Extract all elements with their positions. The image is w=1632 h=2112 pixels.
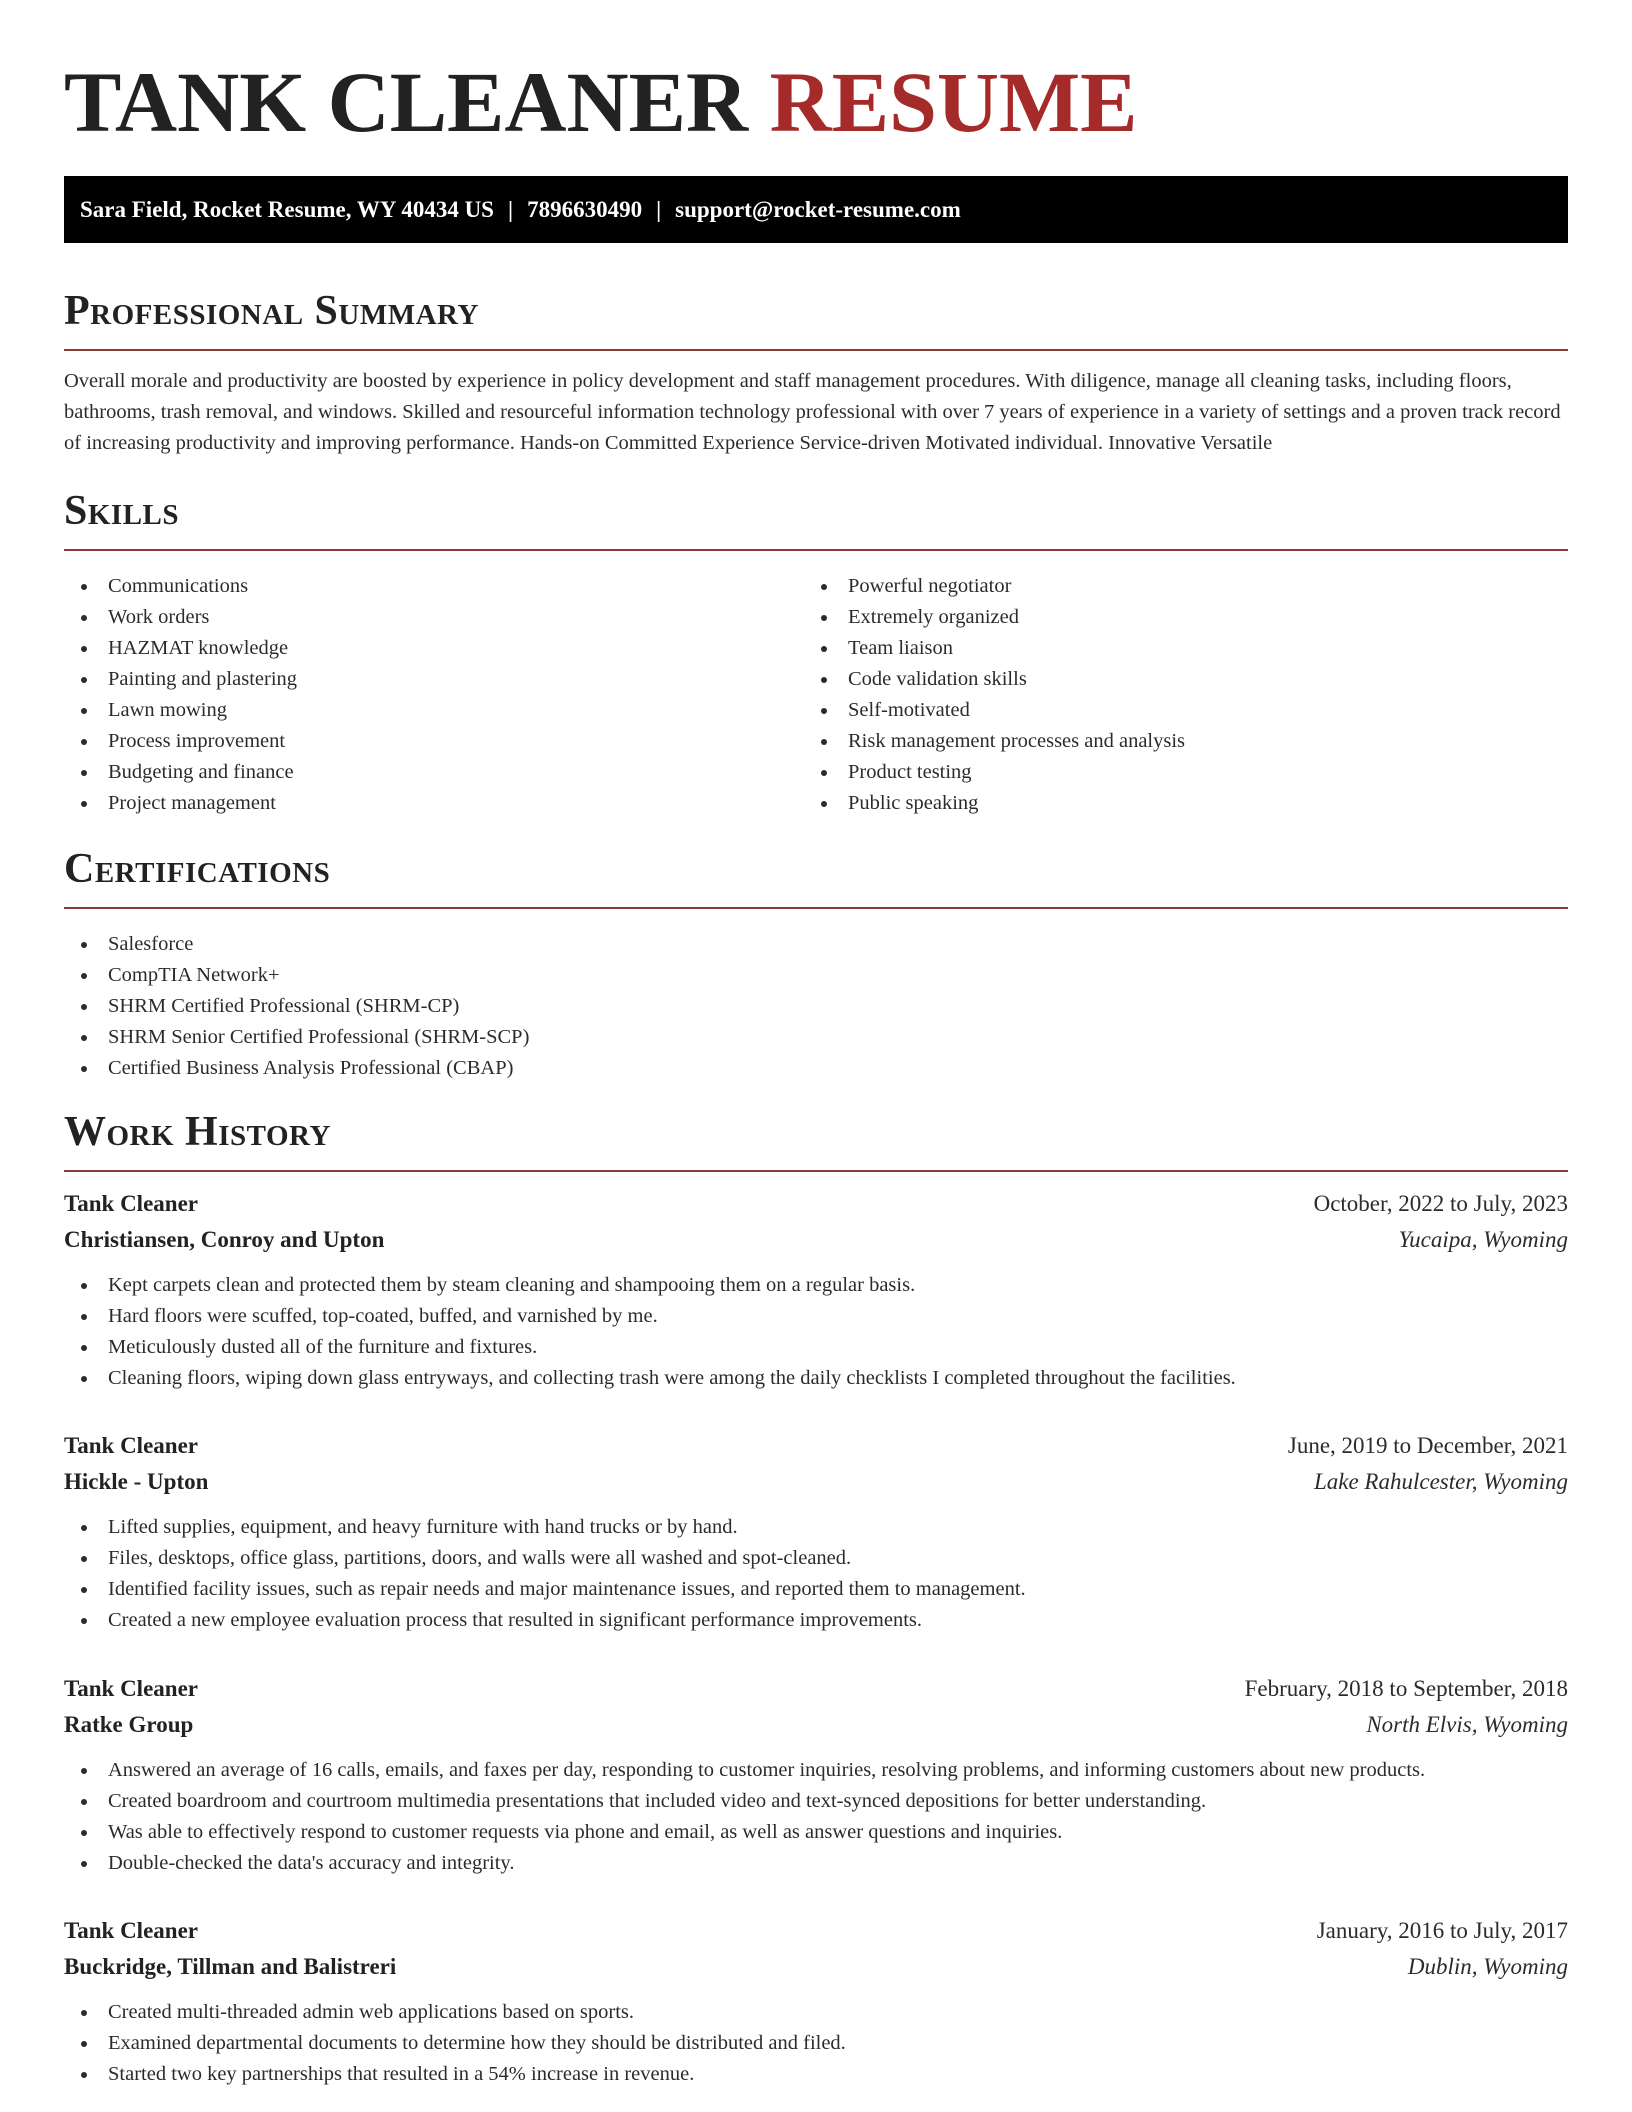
certifications-divider [64, 907, 1568, 909]
job-bullet: Identified facility issues, such as repair needs and major maintenance issues, and reported them to management. [64, 1574, 1568, 1605]
job-company-row [64, 1707, 1568, 1743]
job-location: Yucaipa, Wyoming [1398, 1227, 1568, 1252]
title-accent: RESUME [769, 54, 1138, 150]
skill-item: Work orders [64, 602, 804, 633]
skill-item: Code validation skills [804, 664, 1568, 695]
job-bullet: Examined departmental documents to determine how they should be distributed and filed. [64, 2028, 1568, 2059]
summary-text: Overall morale and productivity are boosted by experience in policy development and staff management procedures. With diligence, manage all cleaning tasks, including floors, bathrooms, trash removal, and windows. Skilled and resourceful information technology professional with over 7 years of experience in a variety of settings and a proven track record of increasing productivity and improving performance. Hands-on Committed Experience Service-driven Motivated individual. Innovative Versatile [64, 370, 1561, 454]
skill-item: Team liaison [804, 633, 1568, 664]
job-bullet: Created multi-threaded admin web applications based on sports. [64, 1997, 1568, 2028]
skill-item: HAZMAT knowledge [64, 633, 804, 664]
job-bullet: Was able to effectively respond to customer requests via phone and email, as well as answer questions and inquiries. [64, 1817, 1568, 1848]
job-title-row [64, 1186, 1568, 1222]
job-entry [64, 1428, 1568, 1636]
job-bullet: Hard floors were scuffed, top-coated, buffed, and varnished by me. [64, 1301, 1568, 1332]
skill-item: Project management [64, 788, 804, 819]
work-history-divider [64, 1170, 1568, 1172]
job-dates: January, 2016 to July, 2017 [1316, 1918, 1568, 1943]
certification-item: SHRM Certified Professional (SHRM-CP) [64, 991, 1568, 1022]
contact-bar [64, 176, 1568, 243]
resume-title [64, 52, 1138, 152]
job-bullet: Kept carpets clean and protected them by steam cleaning and shampooing them on a regular basis. [64, 1270, 1568, 1301]
summary-divider [64, 349, 1568, 351]
skills-list-right [804, 571, 1568, 819]
skill-item: Painting and plastering [64, 664, 804, 695]
job-dates: October, 2022 to July, 2023 [1313, 1191, 1568, 1216]
job-title: Tank Cleaner [64, 1676, 198, 1701]
contact-separator: | [507, 197, 514, 222]
job-company: Christiansen, Conroy and Upton [64, 1227, 385, 1252]
skill-item: Budgeting and finance [64, 757, 804, 788]
skill-item: Product testing [804, 757, 1568, 788]
skill-item: Communications [64, 571, 804, 602]
job-company: Buckridge, Tillman and Balistreri [64, 1954, 397, 1979]
skills-list-left [64, 571, 804, 819]
certification-item: CompTIA Network+ [64, 960, 1568, 991]
skills-heading: Skills [64, 488, 180, 534]
skill-item: Self-motivated [804, 695, 1568, 726]
job-title: Tank Cleaner [64, 1191, 198, 1216]
certification-item: Certified Business Analysis Professional (CBAP) [64, 1053, 1568, 1084]
job-location: Lake Rahulcester, Wyoming [1313, 1469, 1568, 1494]
job-bullets [64, 1755, 1568, 1879]
job-bullet: Started two key partnerships that resulted in a 54% increase in revenue. [64, 2059, 1568, 2090]
skills-divider [64, 549, 1568, 551]
job-bullet: Created a new employee evaluation process that resulted in significant performance improvements. [64, 1605, 1568, 1636]
job-company-row [64, 1949, 1568, 1985]
job-entry [64, 1671, 1568, 1879]
job-title-row [64, 1428, 1568, 1464]
job-entry [64, 1913, 1568, 2090]
job-location: North Elvis, Wyoming [1366, 1712, 1568, 1737]
job-dates: June, 2019 to December, 2021 [1287, 1433, 1568, 1458]
job-company: Ratke Group [64, 1712, 194, 1737]
job-title: Tank Cleaner [64, 1433, 198, 1458]
job-bullet: Double-checked the data's accuracy and integrity. [64, 1848, 1568, 1879]
job-bullet: Created boardroom and courtroom multimedia presentations that included video and text-synced depositions for better understanding. [64, 1786, 1568, 1817]
job-entry [64, 1186, 1568, 1394]
job-title-row [64, 1913, 1568, 1949]
job-bullet: Files, desktops, office glass, partitions, doors, and walls were all washed and spot-cleaned. [64, 1543, 1568, 1574]
skill-item: Process improvement [64, 726, 804, 757]
certifications-heading: Certifications [64, 846, 331, 892]
skill-item: Powerful negotiator [804, 571, 1568, 602]
skill-item: Public speaking [804, 788, 1568, 819]
job-bullets [64, 1997, 1568, 2090]
job-bullet: Answered an average of 16 calls, emails, and faxes per day, responding to customer inquiries, resolving problems, and informing customers about new products. [64, 1755, 1568, 1786]
skill-item: Extremely organized [804, 602, 1568, 633]
job-bullet: Lifted supplies, equipment, and heavy furniture with hand trucks or by hand. [64, 1512, 1568, 1543]
job-bullets [64, 1512, 1568, 1636]
certification-item: SHRM Senior Certified Professional (SHRM-SCP) [64, 1022, 1568, 1053]
job-company-row [64, 1222, 1568, 1258]
certifications-list [64, 929, 1568, 1084]
job-bullet: Meticulously dusted all of the furniture and fixtures. [64, 1332, 1568, 1363]
job-title: Tank Cleaner [64, 1918, 198, 1943]
summary-heading: Professional Summary [64, 288, 479, 334]
contact-address: Sara Field, Rocket Resume, WY 40434 US [80, 197, 494, 222]
job-bullet: Cleaning floors, wiping down glass entryways, and collecting trash were among the daily checklists I completed throughout the facilities. [64, 1363, 1568, 1394]
job-title-row [64, 1671, 1568, 1707]
certification-item: Salesforce [64, 929, 1568, 960]
work-history-heading: Work History [64, 1109, 331, 1155]
job-dates: February, 2018 to September, 2018 [1244, 1676, 1568, 1701]
job-company: Hickle - Upton [64, 1469, 209, 1494]
job-bullets [64, 1270, 1568, 1394]
contact-phone: 7896630490 [527, 197, 643, 222]
skill-item: Risk management processes and analysis [804, 726, 1568, 757]
job-location: Dublin, Wyoming [1407, 1954, 1568, 1979]
job-company-row [64, 1464, 1568, 1500]
skill-item: Lawn mowing [64, 695, 804, 726]
contact-separator: | [656, 197, 662, 222]
title-main: TANK CLEANER [64, 54, 749, 150]
contact-email: support@rocket-resume.com [675, 197, 961, 222]
